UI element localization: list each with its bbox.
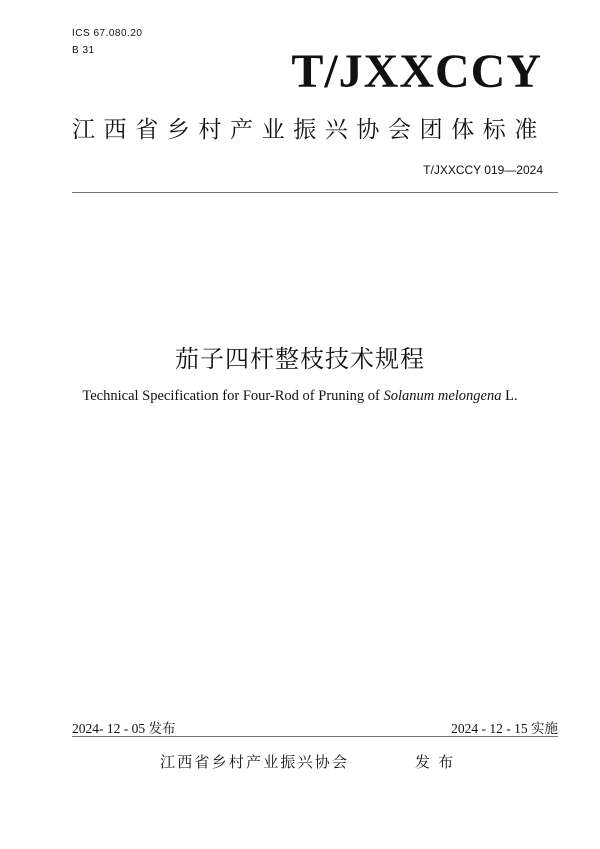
title-english-prefix: Technical Specification for Four-Rod of Pruning of [82,388,384,404]
standard-mark: T/JXXCCY [291,45,542,98]
bottom-divider [72,736,558,737]
title-english-suffix: L. [501,388,518,404]
implement-date: 2024 - 12 - 15 实施 [451,721,558,736]
ics-code: ICS 67.080.20 [72,28,143,39]
top-divider [72,192,558,193]
title-chinese: 茄子四杆整枝技术规程 [175,346,425,373]
publisher-org: 江西省乡村产业振兴协会 [160,754,350,771]
title-english [0,388,600,405]
publisher-action: 发 布 [415,754,456,771]
publish-date: 2024- 12 - 05 发布 [72,721,176,736]
standard-number: T/JXXCCY 019—2024 [423,163,543,177]
title-english-species: Solanum melongena [383,388,502,404]
org-standard-label: 江西省乡村产业振兴协会团体标准 [72,116,546,142]
ccs-code: B 31 [72,45,95,56]
